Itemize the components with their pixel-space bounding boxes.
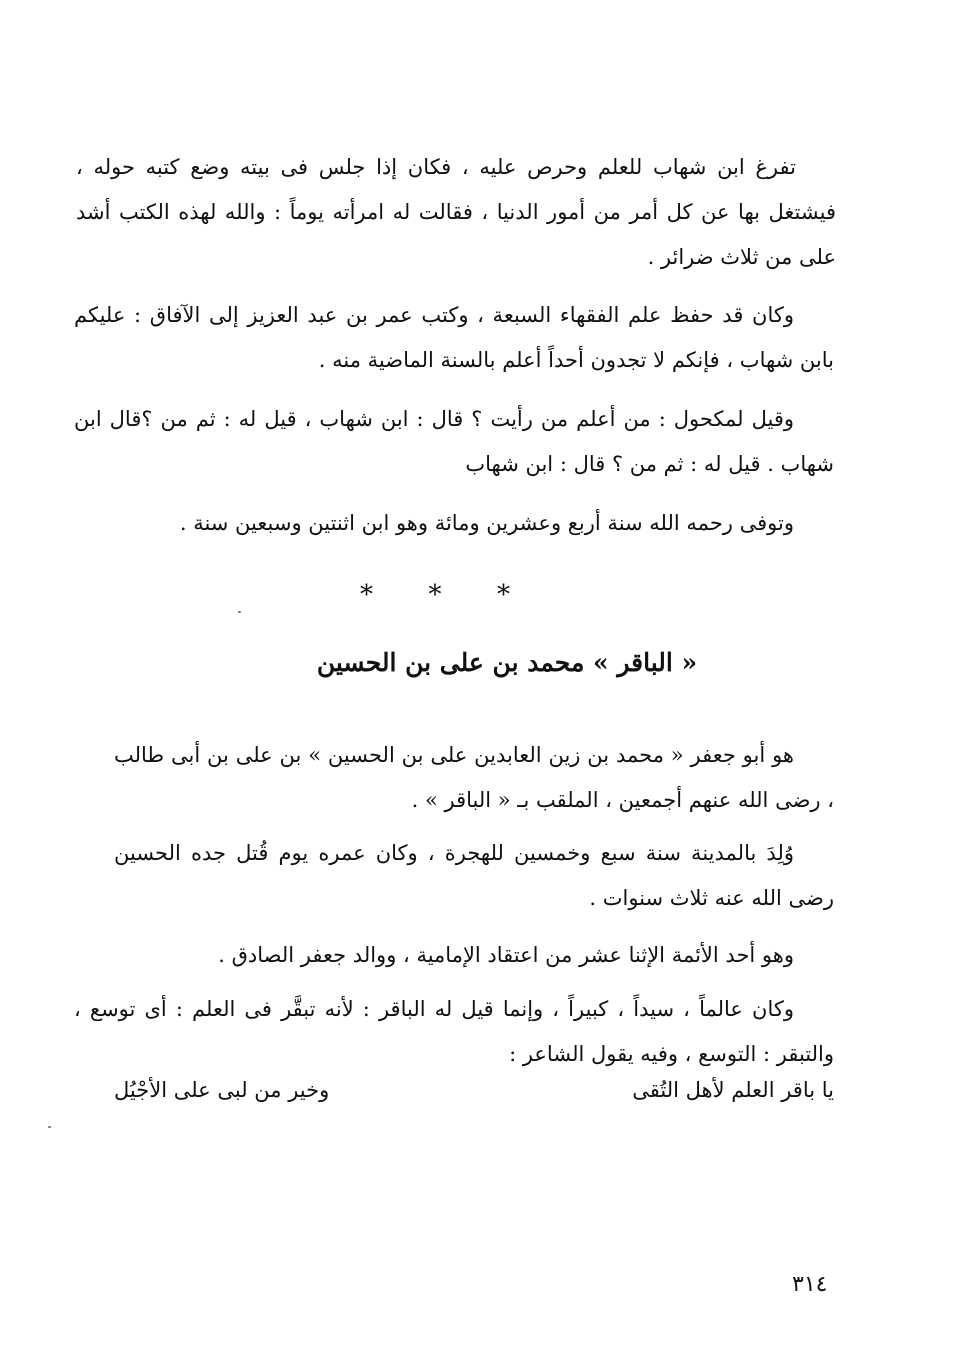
paragraph-ibn-shihab-death: وتوفى رحمه الله سنة أربع وعشرين ومائة وهو ابن اثنتين وسبعين سنة . (179, 511, 794, 535)
section-heading: « الباقر » محمد بن على بن الحسين (316, 648, 698, 677)
paragraph-baqir-imam: وهو أحد الأئمة الإثنا عشر من اعتقاد الإمامية ، ووالد جعفر الصادق . (218, 943, 794, 967)
paragraph-ibn-shihab-books: تفرغ ابن شهاب للعلم وحرص عليه ، فكان إذا جلس فى بيته وضع كتبه حوله ، فيشتغل بها عن كل أمر من أمور الدنيا ، فقالت له امرأته يوماً : والله لهذه الكتب أشد على من ثلاث ضرائر . (76, 155, 836, 269)
page-number: ٣١٤ (792, 1272, 828, 1297)
scan-speck (238, 611, 241, 613)
paragraph-makhul-question: وقيل لمكحول : من أعلم من رأيت ؟ قال : ابن شهاب ، قيل له : ثم من ؟قال ابن شهاب . قيل له : ثم من ؟ قال : ابن شهاب (74, 407, 834, 476)
star-ornament: * (497, 580, 510, 610)
verse-first-hemistich: يا باقر العلم لأهل التُقى (632, 1078, 834, 1102)
star-ornament: * (428, 580, 442, 610)
star-ornament: * (360, 580, 373, 610)
section-separator (360, 580, 510, 610)
paragraph-ibn-shihab-knowledge: وكان قد حفظ علم الفقهاء السبعة ، وكتب عمر بن عبد العزيز إلى الآفاق : عليكم بابن شهاب ، فإنكم لا تجدون أحداً أعلم بالسنة الماضية منه . (74, 303, 834, 372)
paragraph-baqir-title: وكان عالماً ، سيداً ، كبيراً ، وإنما قيل له الباقر : لأنه تبقَّر فى العلم : أى توسع ، والتبقر : التوسع ، وفيه يقول الشاعر : (74, 997, 834, 1066)
paragraph-baqir-birth: وُلِدَ بالمدينة سنة سبع وخمسين للهجرة ، وكان عمره يوم قُتل جده الحسين رضى الله عنه ثلاث سنوات . (114, 841, 834, 910)
paragraph-baqir-lineage: هو أبو جعفر « محمد بن زين العابدين على بن الحسين » بن على بن أبى طالب ، رضى الله عنهم أجمعين ، الملقب بـ « الباقر » . (114, 743, 834, 812)
scan-speck (48, 1126, 51, 1128)
poetry-verse (114, 1078, 834, 1102)
verse-second-hemistich: وخير من لبى على الأجْيُل (114, 1078, 330, 1102)
